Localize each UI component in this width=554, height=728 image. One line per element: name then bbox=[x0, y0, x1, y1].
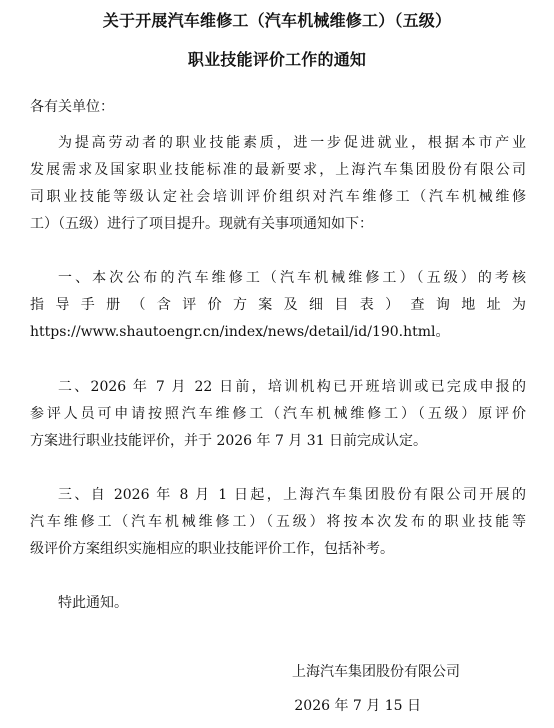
paragraph-intro bbox=[30, 130, 526, 238]
addressee: 各有关单位： bbox=[30, 99, 114, 115]
paragraph-line: 为提高劳动者的职业技能素质，进一步促进就业，根据本市产业 bbox=[58, 135, 526, 151]
paragraph-closing bbox=[30, 590, 526, 617]
paragraph-line: 指 导 手 册 （ 含 评 价 方 案 及 细 目 表 ） 查 询 地 址 为 bbox=[30, 297, 526, 313]
paragraph-item-2 bbox=[30, 374, 526, 455]
document-title-line-2: 职业技能评价工作的通知 bbox=[187, 50, 367, 69]
signature-organization: 上海汽车集团股份有限公司 bbox=[292, 664, 460, 680]
paragraph-line: 方案进行职业技能评价，并于 2026 年 7 月 31 日前完成认定。 bbox=[30, 433, 428, 449]
paragraph-line: 参评人员可申请按照汽车维修工（汽车机械维修工）（五级）原评价 bbox=[30, 406, 526, 422]
paragraph-line: 发展需求及国家职业技能标准的最新要求，上海汽车集团股份有限公司 bbox=[30, 162, 526, 178]
paragraph-line: 三、自 2026 年 8 月 1 日起，上海汽车集团股份有限公司开展的 bbox=[58, 487, 526, 503]
paragraph-line: 汽车维修工（汽车机械维修工）（五级）将按本次发布的职业技能等 bbox=[30, 514, 526, 530]
paragraph-line: 二、2026 年 7 月 22 日前，培训机构已开班培训或已完成申报的 bbox=[58, 379, 526, 395]
paragraph-line: 级评价方案组织实施相应的职业技能评价工作，包括补考。 bbox=[30, 541, 394, 557]
signature-date: 2026 年 7 月 15 日 bbox=[294, 698, 421, 714]
paragraph-line: 司职业技能等级认定社会培训评价组织对汽车维修工（汽车机械维修 bbox=[30, 189, 526, 205]
paragraph-line: 工）（五级）进行了项目提升。现就有关事项通知如下： bbox=[30, 216, 373, 232]
paragraph-item-1 bbox=[30, 265, 526, 346]
document-title-line-1: 关于开展汽车维修工（汽车机械维修工）（五级） bbox=[102, 11, 452, 30]
paragraph-line: 一、本次公布的汽车维修工（汽车机械维修工）（五级）的考核 bbox=[58, 270, 526, 286]
paragraph-line: 特此通知。 bbox=[58, 595, 128, 611]
query-url: https://www.shautoengr.cn/index/news/detail/id/190.html。 bbox=[30, 324, 450, 340]
paragraph-item-3 bbox=[30, 482, 526, 563]
